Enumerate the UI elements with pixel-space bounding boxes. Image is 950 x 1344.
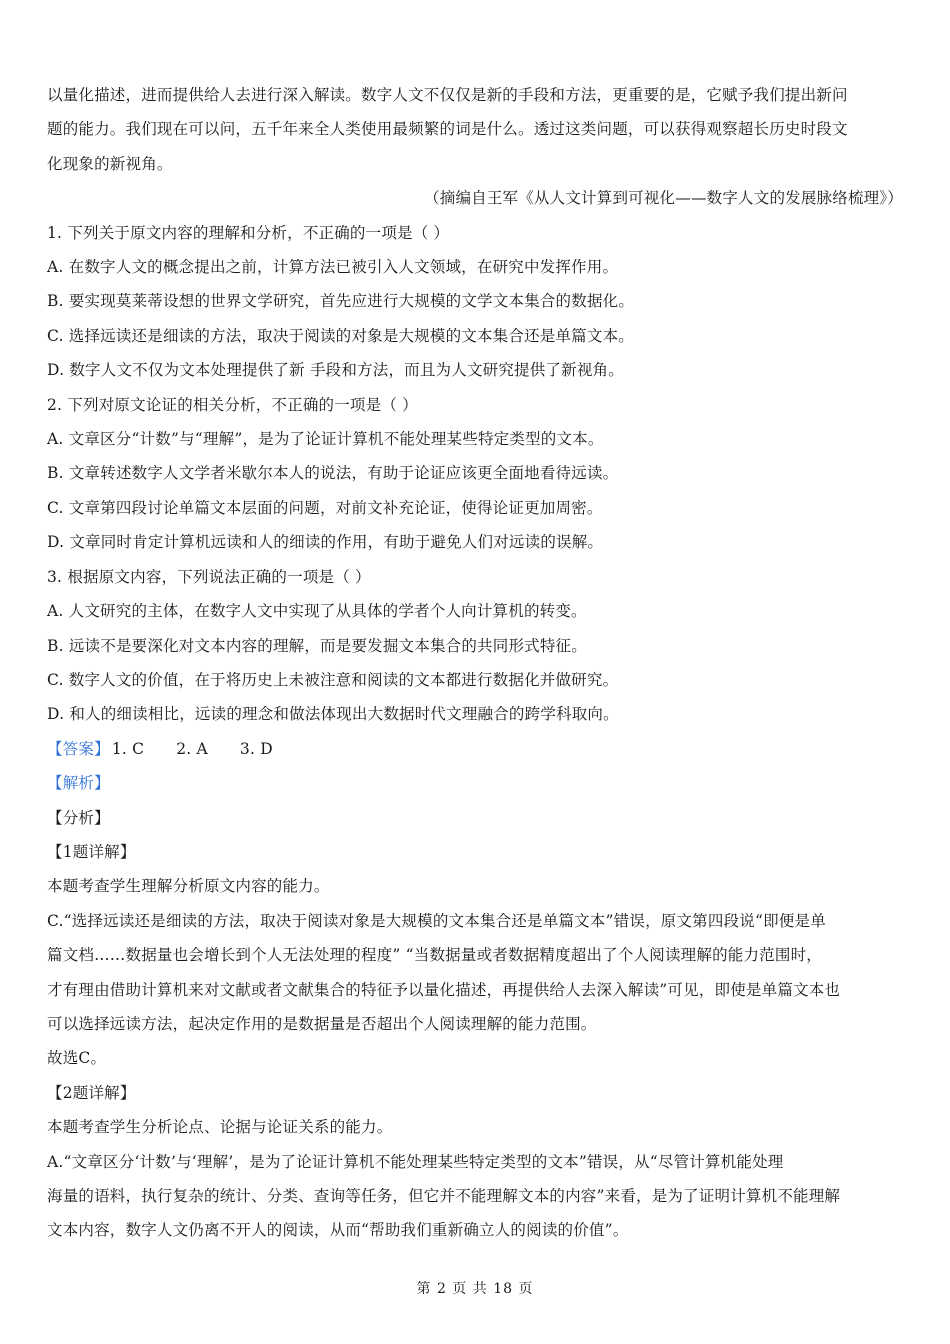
answer-line (47, 732, 903, 766)
answer-item: 3. D (239, 739, 273, 758)
question-1-option-b: B. 要实现莫莱蒂设想的世界文学研究，首先应进行大规模的文学文本集合的数据化。 (47, 292, 635, 311)
q2-detail-line: 海量的语料，执行复杂的统计、分类、查询等任务，但它并不能理解文本的内容”来看，是为了证明计算机不能理解 (47, 1187, 841, 1205)
q1-detail-title: 【1题详解】 (47, 842, 136, 861)
question-2-option-b: B. 文章转述数字人文学者米歇尔本人的说法，有助于论证应该更全面地看待远读。 (47, 464, 619, 483)
question-2-stem: 2. 下列对原文论证的相关分析，不正确的一项是（ ） (47, 395, 418, 414)
q2-detail-line: 文本内容，数字人文仍离不开人的阅读，从而“帮助我们重新确立人的阅读的价值”。 (47, 1221, 629, 1240)
analysis-fenxi: 【分析】 (47, 808, 110, 827)
question-1-stem: 1. 下列关于原文内容的理解和分析，不正确的一项是（ ） (47, 223, 450, 242)
page-footer: 第 2 页 共 18 页 (416, 1281, 534, 1297)
q1-detail-line: 本题考查学生理解分析原文内容的能力。 (47, 877, 330, 896)
analysis-tag: 【解析】 (47, 774, 110, 793)
question-2-option-d: D. 文章同时肯定计算机远读和人的细读的作用，有助于避免人们对远读的误解。 (47, 533, 604, 552)
passage-line: 题的能力。我们现在可以问，五千年来全人类使用最频繁的词是什么。透过这类问题，可以获得观察超长历史时段文 (47, 120, 848, 139)
question-3-option-c: C. 数字人文的价值，在于将历史上未被注意和阅读的文本都进行数据化并做研究。 (47, 670, 619, 689)
q1-detail-line: C.“选择远读还是细读的方法，取决于阅读对象是大规模的文本集合还是单篇文本”错误，原文第四段说“即便是单 (47, 911, 826, 930)
passage-line: 化现象的新视角。 (47, 154, 173, 173)
document-page (47, 78, 903, 1248)
answer-item: 1. C (111, 739, 145, 758)
q2-detail-line: 本题考查学生分析论点、论据与论证关系的能力。 (47, 1118, 393, 1137)
question-1-option-a: A. 在数字人文的概念提出之前，计算方法已被引入人文领域，在研究中发挥作用。 (47, 258, 619, 277)
question-2-option-a: A. 文章区分“计数”与“理解”，是为了论证计算机不能处理某些特定类型的文本。 (47, 430, 604, 449)
q1-detail-line: 篇文档……数据量也会增长到个人无法处理的程度” “当数据量或者数据精度超出了个人阅读理解的能力范围时， (47, 946, 822, 965)
q1-detail-line: 可以选择远读方法，起决定作用的是数据量是否超出个人阅读理解的能力范围。 (47, 1014, 597, 1033)
q1-detail-line: 才有理由借助计算机来对文献或者文献集合的特征予以量化描述，再提供给人去深入解读”可见，即使是单篇文本也 (47, 980, 841, 999)
question-1-option-d: D. 数字人文不仅为文本处理提供了新 手段和方法，而且为人文研究提供了新视角。 (47, 361, 624, 380)
question-3-option-d: D. 和人的细读相比，远读的理念和做法体现出大数据时代文理融合的跨学科取向。 (47, 705, 619, 724)
question-3-option-b: B. 远读不是要深化对文本内容的理解，而是要发掘文本集合的共同形式特征。 (47, 636, 587, 655)
question-3-stem: 3. 根据原文内容，下列说法正确的一项是（ ） (47, 567, 371, 586)
question-2-option-c: C. 文章第四段讨论单篇文本层面的问题，对前文补充论证，使得论证更加周密。 (47, 498, 603, 517)
q1-detail-line: 故选C。 (47, 1049, 107, 1068)
q2-detail-title: 【2题详解】 (47, 1083, 136, 1102)
q2-detail-line: A.“文章区分‘计数’与‘理解’，是为了论证计算机不能处理某些特定类型的文本”错误，从“尽管计算机能处理 (47, 1152, 784, 1171)
answer-item: 2. A (176, 739, 208, 758)
passage-line: 以量化描述，进而提供给人去进行深入解读。数字人文不仅仅是新的手段和方法，更重要的是，它赋予我们提出新问 (47, 86, 848, 104)
question-1-option-c: C. 选择远读还是细读的方法，取决于阅读的对象是大规模的文本集合还是单篇文本。 (47, 326, 634, 345)
question-3-option-a: A. 人文研究的主体，在数字人文中实现了从具体的学者个人向计算机的转变。 (47, 602, 587, 621)
answer-tag: 【答案】 (47, 739, 110, 758)
passage-source: （摘编自王军《从人文计算到可视化——数字人文的发展脉络梳理》） (424, 189, 903, 208)
